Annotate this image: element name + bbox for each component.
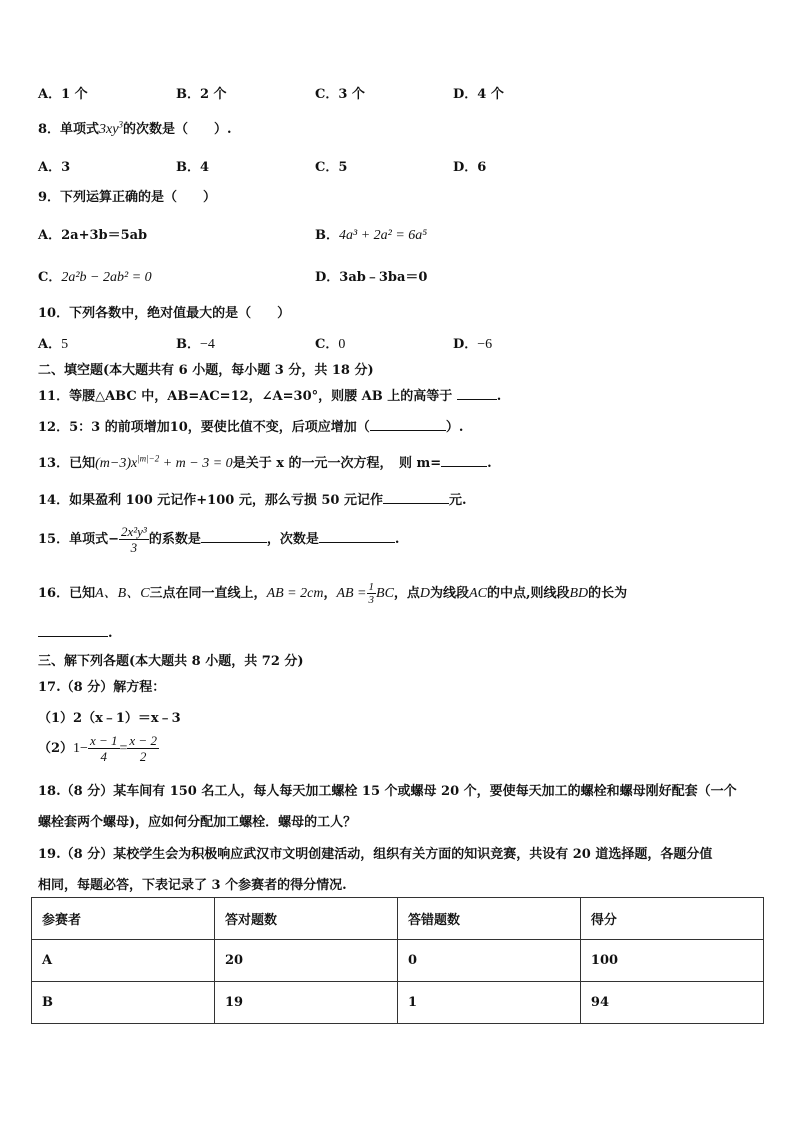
q10-option-b: B．−4 xyxy=(176,337,215,352)
table-cell: 19 xyxy=(214,982,397,1024)
question-19-line-1: 19.（8 分）某校学生会为积极响应武汉市文明创建活动，组织有关方面的知识竞赛，共设有 20 道选择题，各题分值 xyxy=(38,847,713,862)
q10-option-d: D．−6 xyxy=(453,337,493,352)
question-8 xyxy=(38,118,232,138)
table-cell: 94 xyxy=(580,982,763,1024)
answer-blank[interactable] xyxy=(383,491,449,504)
q7-option-c: C．3 个 xyxy=(315,87,365,102)
answer-blank[interactable] xyxy=(201,530,267,543)
table-header: 参赛者 xyxy=(32,898,215,940)
section-3-heading: 三、解下列各题(本大题共 8 小题，共 72 分) xyxy=(38,654,304,669)
question-18-line-1: 18.（8 分）某车间有 150 名工人，每人每天加工螺栓 15 个或螺母 20 个，要使每天加工的螺栓和螺母刚好配套（一个 xyxy=(38,784,737,799)
q15-fraction: $\frac{\text{2x²y³}}{3}$ xyxy=(120,524,147,555)
q8-suffix: 的次数是（ ）. xyxy=(122,122,232,137)
question-10-stem: 10．下列各数中，绝对值最大的是（ ） xyxy=(38,306,291,321)
table-header: 得分 xyxy=(580,898,763,940)
q8-prefix: 8．单项式 xyxy=(38,122,100,137)
question-17-stem: 17.（8 分）解方程： xyxy=(38,680,166,695)
q10-option-c: C．0 xyxy=(315,337,346,352)
table-cell: B xyxy=(32,982,215,1024)
q17-part-2: （2）1− $\frac{x - 1}{4}$ = $\frac{x - 2}{2}$ xyxy=(38,733,157,764)
table-row xyxy=(32,982,764,1024)
answer-blank[interactable] xyxy=(319,530,395,543)
answer-blank[interactable] xyxy=(370,418,446,431)
table-cell: A xyxy=(32,940,215,982)
q17-part-1: （1）2（x﹣1）＝x﹣3 xyxy=(38,711,181,726)
question-14: 14．如果盈利 100 元记作+100 元，那么亏损 50 元记作 元. xyxy=(38,493,467,508)
q7-option-b: B．2 个 xyxy=(176,87,227,102)
q7-option-a: A．1 个 xyxy=(38,87,88,102)
table-cell: 1 xyxy=(397,982,580,1024)
q9-option-c: C．2a²b − 2ab² = 0 xyxy=(38,270,152,285)
table-cell: 0 xyxy=(397,940,580,982)
q8-option-c: C．5 xyxy=(315,160,348,175)
q9-option-d: D．3ab﹣3ba＝0 xyxy=(315,270,428,285)
question-15: 15．单项式− $\frac{\text{2x²y³}}{3}$ 的系数是 ，次数是 . xyxy=(38,524,400,555)
answer-blank[interactable] xyxy=(441,454,487,467)
q13-equation: $(m-3)x^{|m|-2} + m - 3 = 0$ xyxy=(95,453,233,471)
q16-answer-line: . xyxy=(38,624,113,641)
question-9-stem: 9．下列运算正确的是（ ） xyxy=(38,190,217,205)
table-row xyxy=(32,940,764,982)
table-header-row xyxy=(32,898,764,940)
q9-option-a: A．2a+3b＝5ab xyxy=(38,228,148,243)
section-2-heading: 二、填空题(本大题共有 6 小题，每小题 3 分，共 18 分) xyxy=(38,363,374,378)
question-18-line-2: 螺栓套两个螺母)，应如何分配加工螺栓．螺母的工人？ xyxy=(38,815,357,830)
table-cell: 20 xyxy=(214,940,397,982)
q8-option-b: B．4 xyxy=(176,160,210,175)
answer-blank[interactable] xyxy=(38,624,108,637)
answer-blank[interactable] xyxy=(457,387,497,400)
question-13: 13．已知$(m-3)x^{|m|-2} + m - 3 = 0$是关于 x 的一元一次方程， 则 m= . xyxy=(38,453,492,471)
table-header: 答对题数 xyxy=(214,898,397,940)
question-11: 11．等腰△ABC 中，AB=AC=12，∠A=30°，则腰 AB 上的高等于 . xyxy=(38,389,502,404)
q7-option-d: D．4 个 xyxy=(453,87,504,102)
q8-option-a: A．3 xyxy=(38,160,71,175)
table-cell: 100 xyxy=(580,940,763,982)
q9-option-b: B．4a³ + 2a² = 6a⁵ xyxy=(315,228,428,243)
score-table xyxy=(31,897,764,1024)
question-19-line-2: 相同，每题必答，下表记录了 3 个参赛者的得分情况. xyxy=(38,878,347,893)
table-header: 答错题数 xyxy=(397,898,580,940)
q8-monomial: $3xy^3$ xyxy=(99,119,123,137)
q8-option-d: D．6 xyxy=(453,160,487,175)
question-12: 12．5：3 的前项增加10，要使比值不变，后项应增加（ ）. xyxy=(38,420,464,435)
q10-option-a: A．5 xyxy=(38,337,69,352)
question-16: 16．已知A、B、C三点在同一直线上，AB = 2cm，AB = $\frac{1}{3}$ BC，点D为线段AC的中点,则线段BD的长为 xyxy=(38,581,628,606)
